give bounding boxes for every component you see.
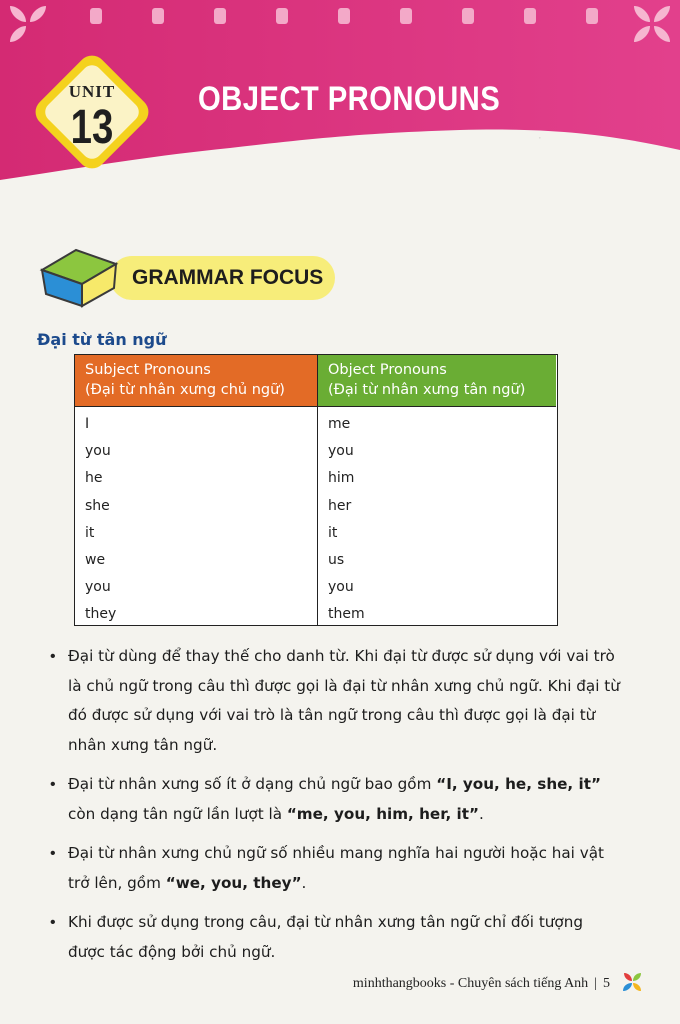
table-cell: you (328, 443, 354, 460)
page-number: 5 (603, 976, 610, 991)
note-segment: . (301, 873, 307, 892)
note-text: Đại từ dùng để thay thế cho danh từ. Khi đại từ được sử dụng với vai trò là chủ ngữ trong câu thì được gọi là đại từ nhân xưng chủ ngữ. Khi đại từ đó được sử dụng với vai trò là tân ngữ trong câu thì được gọi là đại từ nhân xưng tân ngữ. (68, 647, 620, 754)
subject-header-title: Subject Pronouns (85, 362, 211, 378)
table-cell: him (328, 470, 355, 487)
grammar-notes (50, 642, 620, 977)
table-cell: she (85, 497, 110, 514)
bullet-icon: • (50, 845, 56, 862)
unit-badge (22, 42, 162, 182)
object-column-header (318, 355, 556, 407)
table-cell: you (328, 579, 354, 596)
list-item (50, 908, 620, 967)
table-cell: I (85, 416, 90, 432)
bullet-icon: • (50, 648, 56, 665)
object-column (318, 355, 556, 625)
table-cell: us (328, 551, 345, 568)
flower-logo-icon (620, 970, 644, 994)
table-cell: they (85, 606, 117, 623)
footer-publisher: minhthangbooks - Chuyên sách tiếng Anh (352, 976, 589, 991)
note-emphasis: “me, you, him, her, it” (286, 804, 479, 823)
note-text (68, 839, 620, 898)
section-heading: Đại từ tân ngữ (37, 330, 167, 349)
table-cell: me (328, 416, 351, 432)
footer-separator: | (594, 976, 597, 991)
page-title: OBJECT PRONOUNS (198, 80, 501, 118)
cube-icon (36, 244, 122, 310)
table-cell: you (85, 443, 111, 460)
table-cell: you (85, 579, 111, 596)
table-cell: he (85, 470, 103, 487)
note-text: Khi được sử dụng trong câu, đại từ nhân xưng tân ngữ chỉ đối tượng được tác động bởi chủ ngữ. (68, 913, 583, 961)
note-segment: Đại từ nhân xưng số ít ở dạng chủ ngữ bao gồm (68, 775, 437, 793)
note-segment: . (478, 804, 484, 823)
pronoun-table (74, 354, 558, 626)
table-cell: we (85, 551, 106, 568)
object-header-subtitle: (Đại từ nhân xưng tân ngữ) (328, 382, 526, 398)
unit-label: UNIT (68, 82, 116, 101)
subject-column (75, 355, 318, 625)
note-emphasis: “I, you, he, she, it” (436, 775, 601, 793)
bullet-icon: • (50, 914, 56, 931)
note-segment: Đại từ nhân xưng chủ ngữ số nhiều mang nghĩa hai người hoặc hai vật trở lên, gồm (68, 844, 604, 892)
list-item (50, 839, 620, 898)
subject-header-subtitle: (Đại từ nhân xưng chủ ngữ) (85, 382, 285, 398)
object-header-title: Object Pronouns (328, 362, 447, 378)
list-item (50, 642, 620, 760)
bullet-icon: • (50, 776, 56, 793)
page-footer (353, 976, 610, 992)
table-cell: them (328, 606, 365, 623)
table-cell: it (85, 524, 95, 541)
note-text (68, 770, 620, 829)
note-segment: còn dạng tân ngữ lần lượt là (68, 804, 287, 823)
table-cell: it (328, 524, 338, 541)
subject-column-header (75, 355, 317, 407)
list-item (50, 770, 620, 829)
grammar-focus-label: GRAMMAR FOCUS (132, 266, 324, 289)
note-emphasis: “we, you, they” (165, 873, 302, 892)
unit-number: 13 (70, 101, 114, 154)
table-cell: her (328, 497, 352, 514)
